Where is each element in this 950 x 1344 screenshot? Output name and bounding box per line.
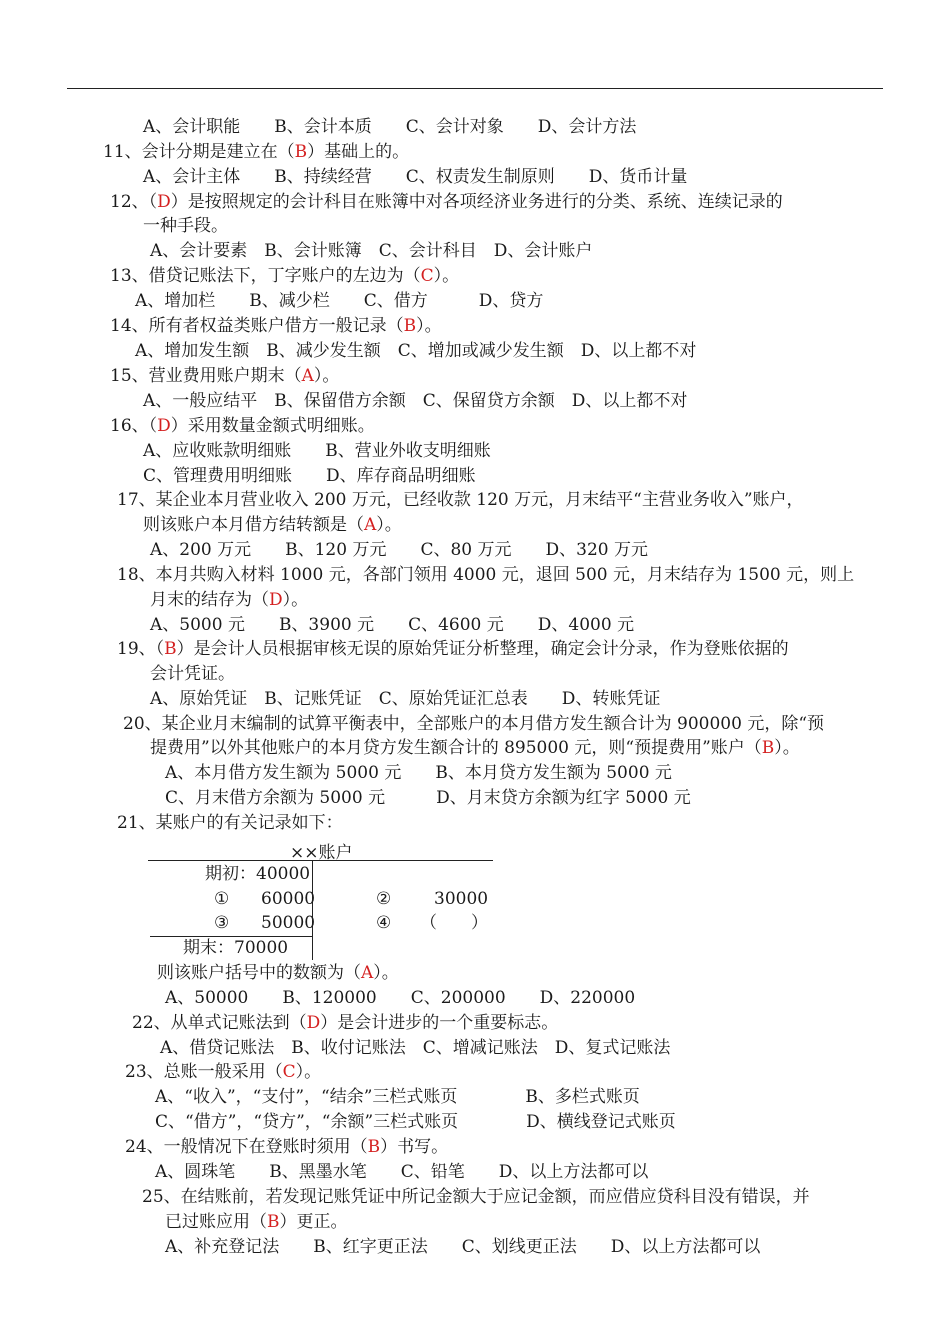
answer-letter: B xyxy=(367,1137,381,1157)
answer-letter: A xyxy=(361,963,374,983)
text-line xyxy=(150,736,800,760)
text-line xyxy=(117,811,343,835)
t-account-credit-4-value: （ ） xyxy=(420,913,488,933)
t-account-title: ××账户 xyxy=(290,843,353,863)
t-account-closing: 期末：70000 xyxy=(183,938,289,958)
answer-letter: D xyxy=(157,416,171,436)
t-account-credit-2-value: 30000 xyxy=(434,889,489,909)
line-text: ）采用数量金额式明细账。 xyxy=(170,416,375,436)
t-account-credit-2-mark: ② xyxy=(376,889,392,909)
text-line xyxy=(110,190,783,214)
header-rule xyxy=(67,88,883,89)
line-text: 16、（ xyxy=(110,416,158,436)
t-account-debit-1-value: 60000 xyxy=(261,889,316,909)
line-text: 20、某企业月末编制的试算平衡表中，全部账户的本月借方发生额合计为 900000 元，除“预 xyxy=(123,714,825,734)
text-line xyxy=(132,1011,558,1035)
line-text: 提费用”以外其他账户的本月贷方发生额合计的 895000 元，则“预提费用”账户（ xyxy=(150,738,762,758)
line-text: 23、总账一般采用（ xyxy=(125,1062,283,1082)
t-account-top-line xyxy=(148,860,493,861)
line-text: A、“收入”，“支付”，“结余”三栏式账页 B、多栏式账页 xyxy=(155,1087,640,1107)
text-line xyxy=(143,165,687,189)
text-line xyxy=(150,588,308,612)
text-line xyxy=(155,1110,676,1134)
t-account-debit-1-mark: ① xyxy=(214,889,230,909)
text-line xyxy=(117,637,789,661)
text-line xyxy=(123,712,824,736)
line-text: 13、借贷记账法下，丁字账户的左边为（ xyxy=(110,266,421,286)
line-text: 月末的结存为（ xyxy=(150,590,269,610)
text-line xyxy=(165,786,691,810)
text-line xyxy=(155,1085,640,1109)
text-line xyxy=(110,314,442,338)
line-text: A、应收账款明细账 B、营业外收支明细账 xyxy=(143,441,491,461)
text-line xyxy=(157,961,399,985)
line-text: ）。 xyxy=(282,590,309,610)
line-text: A、会计职能 B、会计本质 C、会计对象 D、会计方法 xyxy=(143,117,637,137)
t-account-debit-3-mark: ③ xyxy=(214,913,230,933)
line-text: A、5000 元 B、3900 元 C、4600 元 D、4000 元 xyxy=(150,615,635,635)
text-line xyxy=(125,1060,321,1084)
t-account-credit-4-mark: ④ xyxy=(376,913,392,933)
line-text: 12、（ xyxy=(110,192,158,212)
text-line xyxy=(143,214,228,238)
line-text: ）是按照规定的会计科目在账簿中对各项经济业务进行的分类、系统、连续记录的 xyxy=(170,192,783,212)
answer-letter: B xyxy=(294,142,308,162)
answer-letter: A xyxy=(301,366,314,386)
text-line xyxy=(125,1135,448,1159)
line-text: A、增加栏 B、减少栏 C、借方 D、贷方 xyxy=(135,291,544,311)
line-text: C、“借方”，“贷方”，“余额”三栏式账页 D、横线登记式账页 xyxy=(155,1112,676,1132)
t-account-opening: 期初：40000 xyxy=(205,864,311,884)
line-text: 15、营业费用账户期末（ xyxy=(110,366,302,386)
text-line xyxy=(110,264,459,288)
line-text: 则该账户括号中的数额为（ xyxy=(157,963,361,983)
line-text: 24、一般情况下在登账时须用（ xyxy=(125,1137,368,1157)
text-line xyxy=(150,613,634,637)
text-line xyxy=(135,339,696,363)
line-text: A、50000 B、120000 C、200000 D、220000 xyxy=(165,988,636,1008)
line-text: 21、某账户的有关记录如下： xyxy=(117,813,343,833)
line-text: A、一般应结平 B、保留借方余额 C、保留贷方余额 D、以上都不对 xyxy=(143,391,688,411)
text-line xyxy=(135,289,543,313)
line-text: ）。 xyxy=(373,963,399,983)
text-line xyxy=(117,563,854,587)
line-text: ）书写。 xyxy=(380,1137,449,1157)
text-line xyxy=(143,389,687,413)
t-account-debit-3-value: 50000 xyxy=(261,913,316,933)
line-text: 19、（ xyxy=(117,639,165,659)
line-text: ）更正。 xyxy=(279,1212,348,1232)
answer-letter: A xyxy=(364,515,377,535)
answer-letter: D xyxy=(306,1013,321,1033)
line-text: 11、会计分期是建立在（ xyxy=(103,142,295,162)
line-text: ）是会计进步的一个重要标志。 xyxy=(320,1013,559,1033)
line-text: A、补充登记法 B、红字更正法 C、划线更正法 D、以上方法都可以 xyxy=(165,1237,761,1257)
line-text: ）。 xyxy=(376,515,402,535)
line-text: 一种手段。 xyxy=(143,216,228,236)
text-line xyxy=(142,1185,810,1209)
text-line xyxy=(165,761,672,785)
line-text: 会计凭证。 xyxy=(150,664,235,684)
line-text: ）。 xyxy=(416,316,442,336)
line-text: 25、在结账前，若发现记账凭证中所记金额大于应记金额，而应借应贷科目没有错误，并 xyxy=(142,1187,810,1207)
line-text: C、月末借方余额为 5000 元 D、月末贷方余额为红字 5000 元 xyxy=(165,788,691,808)
answer-letter: D xyxy=(157,192,171,212)
line-text: A、圆珠笔 B、黑墨水笔 C、铅笔 D、以上方法都可以 xyxy=(155,1162,649,1182)
text-line xyxy=(150,662,235,686)
text-line xyxy=(143,464,476,488)
line-text: 已过账应用（ xyxy=(165,1212,267,1232)
text-line xyxy=(150,687,660,711)
answer-letter: B xyxy=(164,639,177,659)
text-line xyxy=(143,513,402,537)
text-line xyxy=(150,538,648,562)
line-text: C、管理费用明细账 D、库存商品明细账 xyxy=(143,466,476,486)
line-text: A、增加发生额 B、减少发生额 C、增加或减少发生额 D、以上都不对 xyxy=(135,341,697,361)
line-text: ）。 xyxy=(433,266,460,286)
text-line xyxy=(117,488,804,512)
line-text: A、原始凭证 B、记账凭证 C、原始凭证汇总表 D、转账凭证 xyxy=(150,689,661,709)
line-text: 则该账户本月借方结转额是（ xyxy=(143,515,364,535)
answer-letter: C xyxy=(282,1062,296,1082)
answer-letter: B xyxy=(403,316,417,336)
text-line xyxy=(110,414,375,438)
text-line xyxy=(160,1036,670,1060)
text-line xyxy=(165,986,635,1010)
text-line xyxy=(150,239,592,263)
line-text: ）。 xyxy=(295,1062,322,1082)
line-text: ）是会计人员根据审核无误的原始凭证分析整理，确定会计分录，作为登账依据的 xyxy=(176,639,789,659)
answer-letter: B xyxy=(761,738,775,758)
line-text: 18、本月共购入材料 1000 元，各部门领用 4000 元，退回 500 元，月末结存为 1500 元，则上 xyxy=(117,565,855,585)
line-text: A、借贷记账法 B、收付记账法 C、增减记账法 D、复式记账法 xyxy=(160,1038,671,1058)
answer-letter: C xyxy=(420,266,434,286)
line-text: 17、某企业本月营业收入 200 万元，已经收款 120 万元，月末结平“主营业务收入”账户， xyxy=(117,490,804,510)
text-line xyxy=(155,1160,648,1184)
line-text: A、会计要素 B、会计账簿 C、会计科目 D、会计账户 xyxy=(150,241,593,261)
line-text: 14、所有者权益类账户借方一般记录（ xyxy=(110,316,404,336)
line-text: 22、从单式记账法到（ xyxy=(132,1013,307,1033)
line-text: A、会计主体 B、持续经营 C、权责发生制原则 D、货币计量 xyxy=(143,167,688,187)
line-text: A、本月借方发生额为 5000 元 B、本月贷方发生额为 5000 元 xyxy=(165,763,672,783)
answer-letter: D xyxy=(269,590,283,610)
text-line xyxy=(103,140,409,164)
text-line xyxy=(165,1210,348,1234)
line-text: ）基础上的。 xyxy=(307,142,410,162)
text-line xyxy=(110,364,339,388)
line-text: ）。 xyxy=(313,366,340,386)
text-line xyxy=(143,439,491,463)
line-text: ）。 xyxy=(774,738,800,758)
text-line xyxy=(143,115,636,139)
answer-letter: B xyxy=(267,1212,280,1232)
line-text: A、200 万元 B、120 万元 C、80 万元 D、320 万元 xyxy=(150,540,648,560)
text-line xyxy=(165,1235,760,1259)
